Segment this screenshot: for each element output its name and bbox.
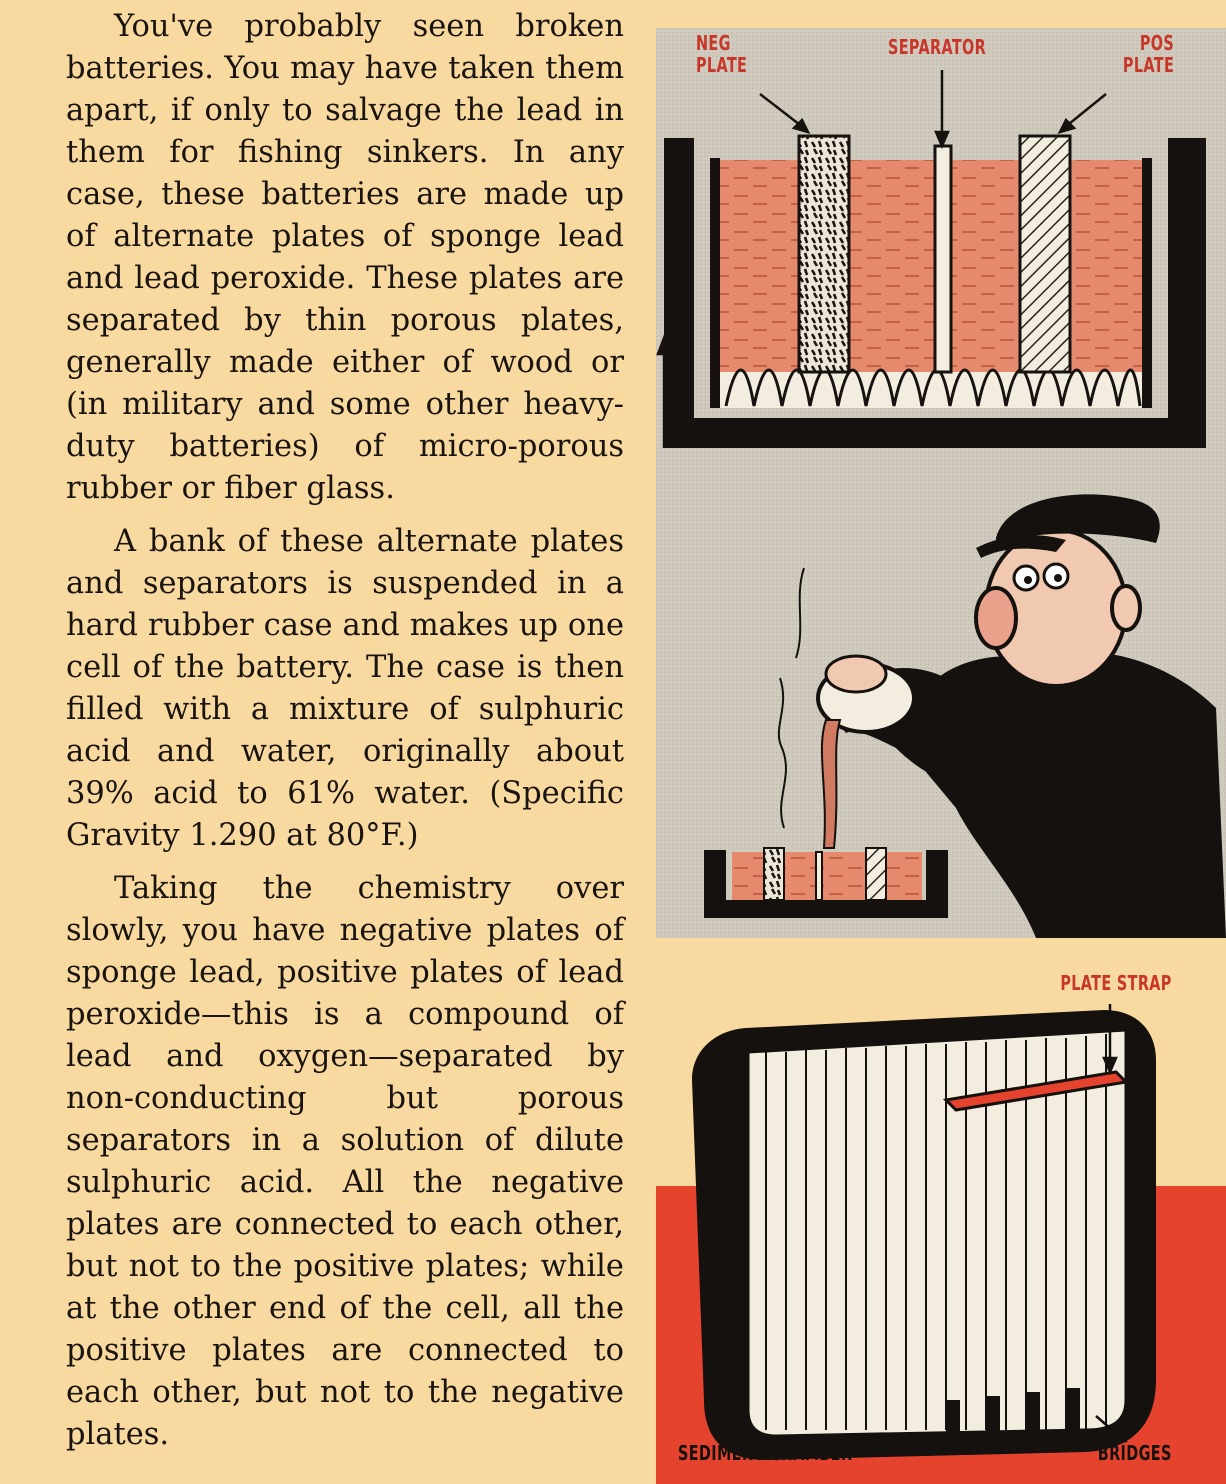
pos-plate-label-line1: POS — [1139, 31, 1174, 55]
separator-plate — [935, 146, 951, 372]
man-hand — [826, 656, 886, 692]
paragraph-1: You've probably seen broken batteries. You may have taken them apart, if only to salvage the lead in them for fishing sinkers. In any case, these batteries are made up of alternate plates of sponge lead and lead peroxide. These plates are separated by thin porous plates, generally made either of wood or (in military and some other heavy-duty batteries) of micro-porous rubber or fiber glass. — [66, 9, 624, 506]
pos-plate-label — [1123, 32, 1174, 76]
bridges-label: BRIDGES — [1098, 1441, 1172, 1465]
small-cell-separator — [816, 852, 822, 900]
cell-cross-section-figure — [656, 28, 1226, 488]
plate-strap-label: PLATE STRAP — [1060, 971, 1172, 995]
separator-label: SEPARATOR — [888, 35, 987, 59]
pos-plate-label-line2: PLATE — [1122, 53, 1174, 77]
paragraph-3: Taking the chemistry over slowly, you have negative plates of sponge lead, positive plates of lead peroxide—this is a compound of lead and oxygen—separated by non-conducting but porous separators in a solution of dilute sulphuric acid. All the negative plates are connected to each other, but not to the positive plates; while at the other end of the cell, all the positive plates are connected to each other, but not to the negative plates. — [66, 871, 624, 1452]
neg-plate-label-line2: PLATE — [696, 53, 748, 77]
man-ear — [1112, 586, 1140, 630]
acid-electrolyte — [718, 160, 1144, 372]
sediment-chamber-label: SEDIMENT CHAMBER — [678, 1441, 853, 1465]
man-pupil-left — [1024, 576, 1032, 584]
cell-diagram — [656, 28, 1226, 488]
negative-plate — [799, 136, 849, 372]
small-cell-neg-plate — [764, 848, 784, 900]
battery-illustration — [656, 960, 1226, 1484]
paragraph-2: A bank of these alternate plates and separators is suspended in a hard rubber case and makes up one cell of the battery. The case is then filled with a mixture of sulphuric acid and water, originally about 39% acid to 61% water. (Specific Gravity 1.290 at 80°F.) — [66, 524, 624, 853]
small-cell-acid — [732, 852, 922, 900]
positive-plate — [1020, 136, 1070, 372]
battery-cutaway-figure — [656, 960, 1226, 1484]
article-text — [66, 6, 624, 1467]
man-pupil-right — [1054, 574, 1062, 582]
small-cell-pos-plate — [866, 848, 886, 900]
case-inner-wall-right — [1142, 158, 1152, 408]
case-inner-wall-left — [710, 158, 720, 408]
neg-plate-label-line1: NEG — [696, 31, 731, 55]
man-nose — [976, 588, 1016, 648]
neg-plate-label — [696, 32, 747, 76]
cartoon-illustration — [656, 448, 1226, 938]
cartoon-figure — [656, 448, 1226, 938]
